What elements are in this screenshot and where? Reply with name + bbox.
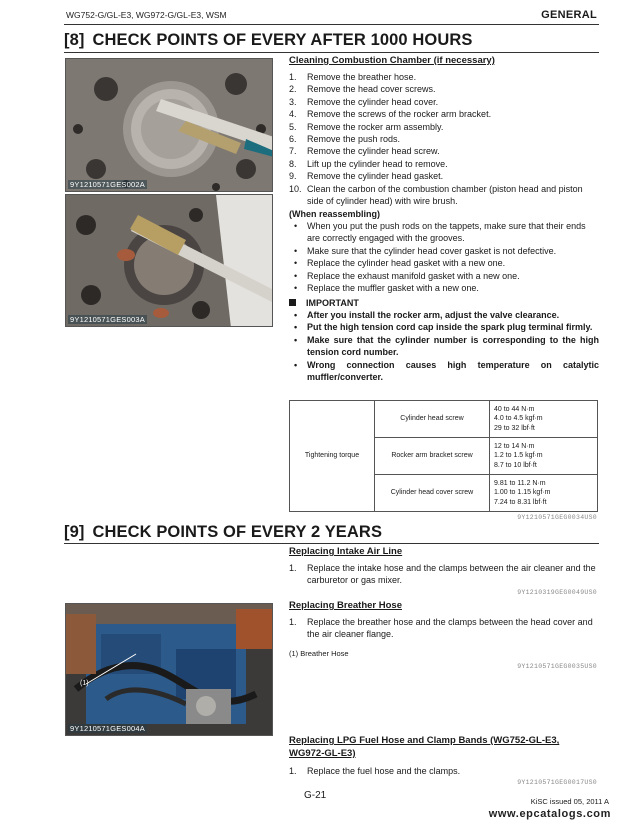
cleaning-step xyxy=(289,83,599,95)
important-item: • After you install the rocker arm, adjust the valve clearance. xyxy=(289,309,599,321)
doc-code-intake: 9Y1210319GEG0049US0 xyxy=(517,589,597,596)
cleaning-step xyxy=(289,170,599,182)
table-value: 12 to 14 N·m xyxy=(494,442,535,450)
reassembling-item: • Replace the exhaust manifold gasket with a new one. xyxy=(289,270,599,282)
reassembling-list xyxy=(289,220,599,294)
subtitle-cleaning-combustion: Cleaning Combustion Chamber (if necessary) xyxy=(289,55,495,66)
important-list xyxy=(289,309,599,383)
table-item: Cylinder head screw xyxy=(375,401,490,438)
cleaning-step xyxy=(289,183,599,208)
cleaning-step-text: Remove the rocker arm assembly. xyxy=(307,121,444,132)
subtitle-lpg-line-2: WG972-GL-E3) xyxy=(289,748,356,759)
cleaning-step-number: 5. xyxy=(289,121,297,132)
photo-breather-hose xyxy=(65,603,273,736)
cleaning-step-number: 2. xyxy=(289,84,297,95)
intake-step-text: Replace the intake hose and the clamps between the air cleaner and the carburetor or gas mixer. xyxy=(307,563,596,586)
tightening-torque-table xyxy=(289,400,598,512)
cleaning-step-number: 7. xyxy=(289,146,297,157)
lpg-step-text: Replace the fuel hose and the clamps. xyxy=(307,766,461,776)
important-item: • Wrong connection causes high temperature on catalytic muffler/converter. xyxy=(289,359,599,384)
photo-piston-cleaning xyxy=(65,58,273,192)
lpg-steps xyxy=(289,765,599,777)
cleaning-step xyxy=(289,133,599,145)
cleaning-step-number: 6. xyxy=(289,134,297,145)
section-8-title xyxy=(64,31,472,50)
important-square-icon xyxy=(289,299,296,306)
cleaning-step-text: Clean the carbon of the combustion chamber (piston head and piston side of cylinder head) with wire brush. xyxy=(307,183,583,207)
cleaning-step xyxy=(289,96,599,108)
cleaning-steps-list xyxy=(289,71,599,207)
reassembling-item: • Replace the muffler gasket with a new one. xyxy=(289,282,599,294)
cleaning-step-number: 9. xyxy=(289,171,297,182)
photo-piston-cleaning-image xyxy=(66,59,273,192)
table-value: 4.0 to 4.5 kgf·m xyxy=(494,415,543,423)
section-9-title-text: CHECK POINTS OF EVERY 2 YEARS xyxy=(92,523,383,541)
table-values xyxy=(490,401,598,438)
cleaning-step xyxy=(289,145,599,157)
header-divider xyxy=(64,24,599,25)
table-value: 29 to 32 lbf·ft xyxy=(494,424,535,432)
table-value: 7.24 to 8.31 lbf·ft xyxy=(494,498,547,506)
breather-steps xyxy=(289,616,599,641)
doc-code-lpg: 9Y1210571GEG0017US0 xyxy=(517,779,597,786)
reassembling-label: (When reassembling) xyxy=(289,209,381,219)
doc-code-breather: 9Y1210571GEG0035US0 xyxy=(517,663,597,670)
section-9-title xyxy=(64,523,382,542)
important-item: • Make sure that the cylinder number is corresponding to the high tension cord number. xyxy=(289,334,599,359)
cleaning-step-number: 4. xyxy=(289,109,297,120)
intake-steps xyxy=(289,562,599,587)
intake-step xyxy=(289,562,599,587)
table-value: 9.81 to 11.2 N·m xyxy=(494,479,546,487)
table-values xyxy=(490,438,598,475)
cleaning-step-text: Lift up the cylinder head to remove. xyxy=(307,158,448,169)
table-row-label: Tightening torque xyxy=(290,401,375,512)
table-row xyxy=(290,401,598,438)
reassembling-item: • When you put the push rods on the tappets, make sure that their ends are correctly engaged with the grooves. xyxy=(289,220,599,245)
subtitle-intake-air-line: Replacing Intake Air Line xyxy=(289,546,403,557)
important-item: • Put the high tension cord cap inside the spark plug terminal firmly. xyxy=(289,321,599,333)
cleaning-step xyxy=(289,108,599,120)
cleaning-step-number: 3. xyxy=(289,96,297,107)
cleaning-step xyxy=(289,71,599,83)
cleaning-step-text: Remove the screws of the rocker arm bracket. xyxy=(307,109,492,120)
section-8-title-text: CHECK POINTS OF EVERY AFTER 1000 HOURS xyxy=(92,31,473,49)
table-item: Rocker arm bracket screw xyxy=(375,438,490,475)
section-8-number: [8] xyxy=(64,31,85,49)
cleaning-step-text: Remove the cylinder head cover. xyxy=(307,96,439,107)
section-9-rule xyxy=(64,543,599,544)
important-label: IMPORTANT xyxy=(306,298,359,308)
cleaning-step-number: 8. xyxy=(289,158,297,169)
cleaning-step-text: Remove the breather hose. xyxy=(307,72,417,82)
cleaning-step-number: 10. xyxy=(289,183,302,194)
cleaning-step-text: Remove the cylinder head screw. xyxy=(307,146,440,157)
table-value: 1.00 to 1.15 kgf·m xyxy=(494,489,551,497)
cleaning-step-number: 1. xyxy=(289,72,297,82)
breather-step-text: Replace the breather hose and the clamps between the head cover and the air cleaner flange. xyxy=(307,617,593,640)
lpg-step xyxy=(289,765,599,777)
issue-note: KiSC issued 05, 2011 A xyxy=(530,797,609,806)
subtitle-breather-hose: Replacing Breather Hose xyxy=(289,600,402,611)
header-section: GENERAL xyxy=(541,9,597,21)
breather-legend: (1) Breather Hose xyxy=(289,649,349,658)
photo-breather-hose-caption: 9Y1210571GES004A xyxy=(70,724,145,733)
subtitle-lpg-line-1: Replacing LPG Fuel Hose and Clamp Bands (WG752-GL-E3, xyxy=(289,735,560,746)
page-number: G-21 xyxy=(304,790,327,801)
table-item: Cylinder head cover screw xyxy=(375,475,490,512)
cleaning-step xyxy=(289,158,599,170)
subtitle-lpg-fuel-hose xyxy=(289,735,559,759)
photo-breather-hose-image xyxy=(66,604,273,736)
breather-step xyxy=(289,616,599,641)
photo-cylinder-head-cleaning-caption: 9Y1210571GES003A xyxy=(70,315,145,324)
table-value: 1.2 to 1.5 kgf·m xyxy=(494,452,543,460)
reassembling-item: • Make sure that the cylinder head cover gasket is not defective. xyxy=(289,245,599,257)
header-model-line: WG752-G/GL-E3, WG972-G/GL-E3, WSM xyxy=(66,10,227,20)
section-9-number: [9] xyxy=(64,523,85,541)
doc-code-section8: 9Y1210571GEG0034US0 xyxy=(517,514,597,521)
cleaning-step xyxy=(289,121,599,133)
reassembling-item: • Replace the cylinder head gasket with a new one. xyxy=(289,257,599,269)
intake-step-number: 1. xyxy=(289,563,297,573)
photo-cylinder-head-cleaning xyxy=(65,194,273,327)
table-values xyxy=(490,475,598,512)
watermark-url: www.epcatalogs.com xyxy=(488,808,611,820)
breather-step-number: 1. xyxy=(289,617,297,627)
photo-piston-cleaning-caption: 9Y1210571GES002A xyxy=(70,180,145,189)
cleaning-step-text: Remove the cylinder head gasket. xyxy=(307,171,444,182)
photo-cylinder-head-cleaning-image xyxy=(66,195,273,327)
cleaning-step-text: Remove the head cover screws. xyxy=(307,84,436,95)
important-heading xyxy=(289,297,599,309)
cleaning-step-text: Remove the push rods. xyxy=(307,134,401,145)
table-value: 8.7 to 10 lbf·ft xyxy=(494,461,537,469)
photo-breather-hose-callout: (1) xyxy=(80,680,89,687)
lpg-step-number: 1. xyxy=(289,766,297,776)
section-8-rule xyxy=(64,52,599,53)
table-value: 40 to 44 N·m xyxy=(494,405,535,413)
